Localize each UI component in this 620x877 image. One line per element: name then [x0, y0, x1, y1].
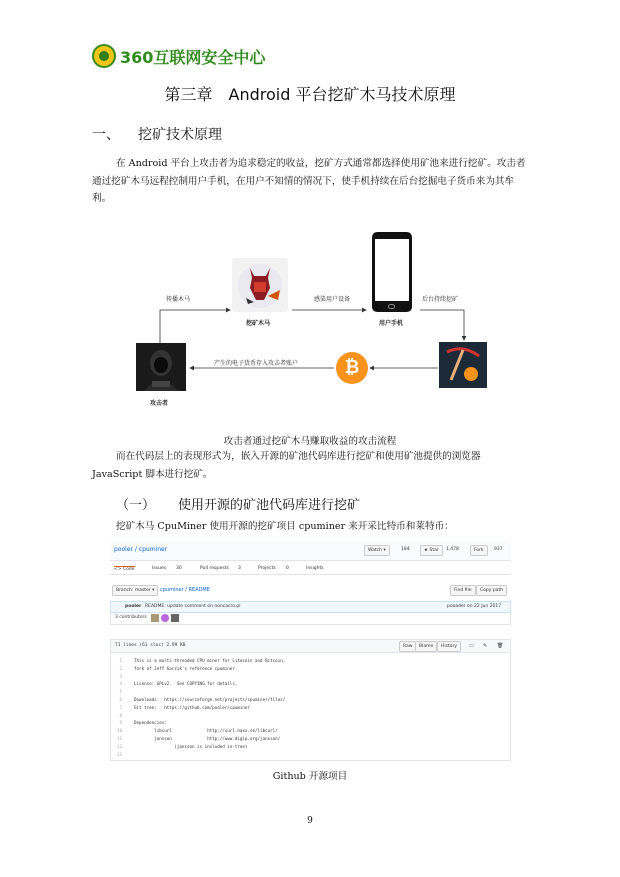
tab-code[interactable]: <> Code — [114, 567, 135, 572]
code-line-number[interactable]: 3 — [119, 673, 122, 679]
contributor-avatar[interactable] — [161, 614, 169, 622]
header-logo — [92, 44, 265, 68]
tab-issues-count: 30 — [176, 566, 182, 571]
subsection-number: （一） — [116, 498, 156, 513]
section-heading: 挖矿技术原理 — [138, 127, 222, 143]
page-number: 9 — [307, 816, 313, 826]
star-count: 1,478 — [446, 547, 459, 552]
commit-user[interactable]: pooler — [125, 604, 142, 609]
code-line: Dependencies: — [134, 720, 167, 726]
contributors-bar — [110, 613, 511, 625]
github-screenshot — [110, 541, 511, 761]
contributor-avatar[interactable] — [171, 614, 179, 622]
section-title — [92, 124, 222, 144]
label-attacker: 攻击者 — [150, 400, 169, 407]
code-line-number[interactable]: 9 — [119, 720, 122, 726]
desktop-icon[interactable]: ▭ — [469, 643, 474, 649]
label-deposit: 产生的电子货币存入攻击者账户 — [214, 360, 299, 367]
code-line-number[interactable]: 8 — [119, 712, 122, 718]
hacker-icon — [136, 343, 186, 391]
chapter-title: 第三章 Android 平台挖矿木马技术原理 — [164, 85, 456, 104]
repo-name[interactable]: pooler / cpuminer — [114, 546, 168, 553]
code-line-number[interactable]: 6 — [119, 697, 122, 702]
repo-tabs — [110, 563, 511, 575]
file-path: cpuminer / README — [160, 587, 210, 593]
commit-bar — [110, 601, 511, 613]
360-emblem-icon — [92, 44, 116, 68]
paragraph-code-layer: 而在代码层上的表现形式为，嵌入开源的矿池代码库进行挖矿和使用矿池提供的浏览器 JavaScript 脚本进行挖矿。 — [92, 451, 481, 480]
code-line-number[interactable]: 12 — [116, 743, 122, 749]
code-line: Git tree: https://github.com/pooler/cpuminer — [134, 704, 250, 710]
code-line-number[interactable]: 1 — [119, 658, 122, 663]
paragraph-cpuminer: 挖矿木马 CpuMiner 使用开源的挖矿项目 cpuminer 来开采比特币和莱特币： — [116, 521, 454, 532]
code-line: libcurl http://curl.haxx.se/libcurl/ — [134, 728, 278, 734]
section-number: 一、 — [92, 127, 120, 143]
code-line: fork of Jeff Garzik's reference cpuminer. — [134, 665, 238, 671]
code-line: jansson http://www.digip.org/jansson/ — [134, 736, 281, 741]
label-background-mining: 后台持续挖矿 — [422, 296, 459, 303]
code-line-number[interactable]: 2 — [119, 665, 122, 671]
tab-projects[interactable]: Projects — [258, 566, 276, 571]
tab-pull-requests[interactable]: Pull requests — [200, 566, 229, 571]
code-line: This is a multi-threaded CPU miner for Litecoin and Bitcoin, — [134, 658, 286, 663]
code-line: Downloads: https://sourceforge.net/projects/cpuminer/files/ — [134, 697, 286, 702]
fork-button[interactable]: Fork — [470, 545, 488, 556]
label-phone: 用户手机 — [379, 320, 404, 327]
mining-pickaxe-icon — [439, 342, 487, 388]
paragraph-mining-principle: 在 Android 平台上攻击者为追求稳定的收益，挖矿方式通常都选择使用矿池来进行挖矿。攻击者通过挖矿木马远程控制用户手机，在用户不知情的情况下，使手机持续在后台挖掘电子货币来为其牟利。 — [92, 158, 526, 204]
code-line-number[interactable]: 10 — [116, 728, 122, 734]
tab-issues[interactable]: Issues — [152, 566, 166, 571]
contributor-avatar[interactable] — [151, 614, 159, 622]
code-line: License: GPLv2. See COPYING for details. — [134, 681, 238, 687]
code-line-number[interactable]: 4 — [119, 681, 122, 687]
blame-button[interactable]: Blame — [415, 641, 437, 652]
code-line-number[interactable]: 7 — [119, 704, 122, 710]
label-spread-trojan: 传播木马 — [166, 296, 191, 303]
commit-message[interactable]: README: update comment on noncacro.pl — [145, 604, 241, 609]
code-line-number[interactable]: 5 — [119, 689, 122, 695]
trojan-horse-icon — [232, 258, 288, 312]
tab-pull-requests-count: 3 — [238, 566, 241, 571]
attack-flow-diagram — [130, 228, 490, 410]
edit-pencil-icon[interactable]: ✎ — [483, 643, 488, 649]
file-info: 71 lines (61 sloc) 2.99 KB — [115, 643, 186, 648]
code-line-number[interactable]: 13 — [116, 751, 122, 757]
file-header — [110, 639, 511, 653]
label-infect-device: 感染用户设备 — [314, 296, 351, 303]
brand-name: 360互联网安全中心 — [120, 47, 266, 67]
history-button[interactable]: History — [437, 641, 461, 652]
fork-count: 937 — [494, 547, 503, 552]
github-caption: Github 开源项目 — [272, 771, 348, 782]
bitcoin-icon: ₿ — [336, 352, 368, 384]
tab-insights[interactable]: Insights — [306, 566, 324, 571]
contributors-count[interactable]: 3 contributors — [115, 615, 147, 620]
diagram-caption: 攻击者通过挖矿木马赚取收益的攻击流程 — [223, 436, 397, 447]
subsection-title — [116, 494, 360, 513]
label-trojan: 挖矿木马 — [246, 320, 271, 327]
find-file-button[interactable]: Find file — [450, 585, 476, 596]
watch-button[interactable]: Watch ▾ — [364, 545, 390, 556]
copy-path-button[interactable]: Copy path — [476, 585, 507, 596]
code-line: (jansson is included in-tree) — [134, 743, 248, 749]
code-line-number[interactable]: 11 — [116, 736, 122, 741]
watch-count: 184 — [401, 547, 410, 552]
branch-selector[interactable]: Branch: master ▾ — [112, 585, 158, 596]
trash-icon[interactable]: 🗑 — [497, 643, 504, 649]
tab-projects-count: 0 — [286, 566, 289, 571]
subsection-heading: 使用开源的矿池代码库进行挖矿 — [178, 498, 361, 513]
raw-button[interactable]: Raw — [399, 641, 416, 652]
smartphone-icon — [372, 232, 412, 312]
commit-time: pooader on 22 Jun 2017 — [447, 604, 502, 609]
star-button[interactable]: ★ Star — [420, 545, 443, 556]
